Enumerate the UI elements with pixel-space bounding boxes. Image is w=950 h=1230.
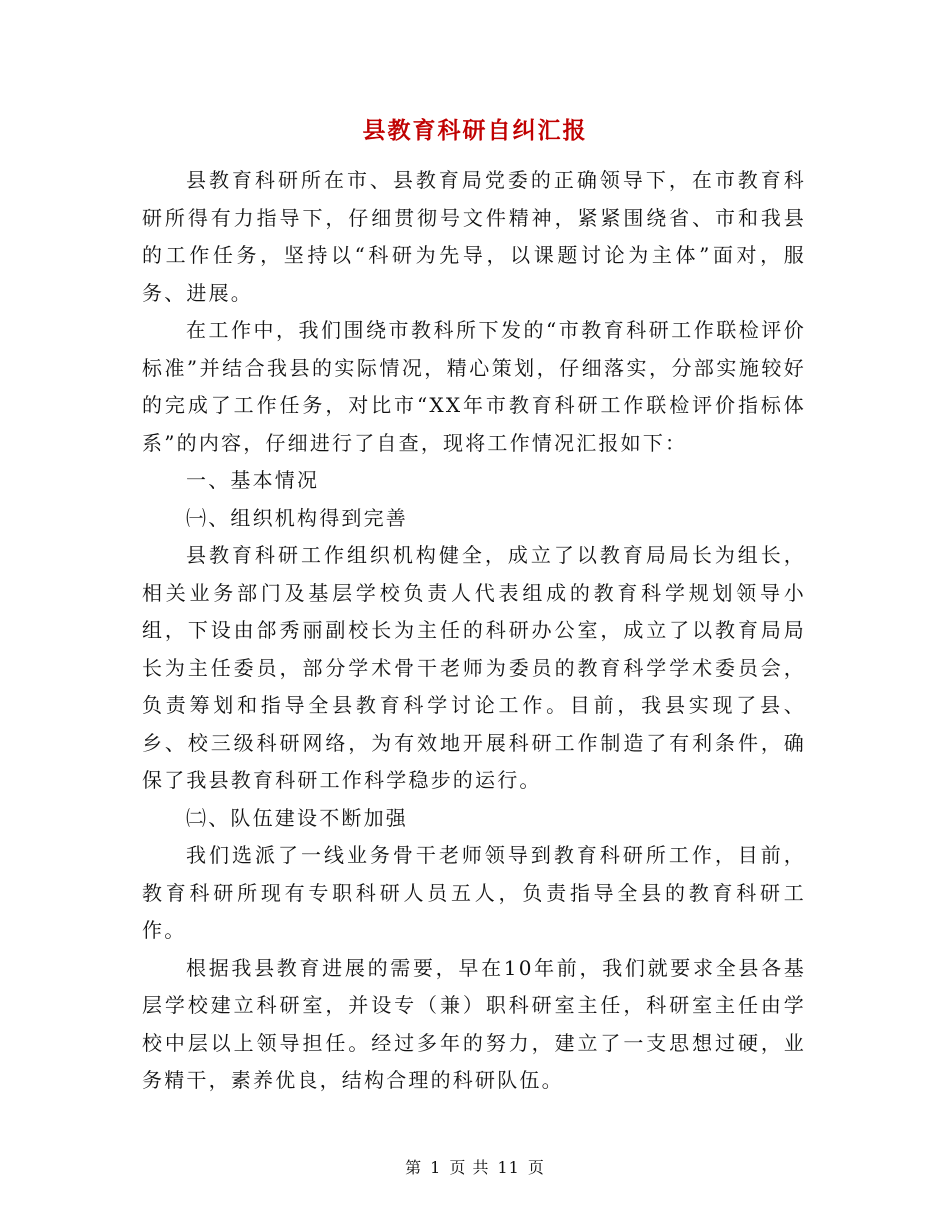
paragraph-intro: 县教育科研所在市、县教育局党委的正确领导下，在市教育科研所得有力指导下，仔细贯彻号文件精神，紧紧围绕省、市和我县的工作任务，坚持以“科研为先导，以课题讨论为主体”面对，服务、进展。: [142, 168, 806, 305]
section-heading-basic: 一、基本情况: [186, 468, 320, 492]
document-body: [142, 162, 806, 1100]
document-title: 县教育科研自纠汇报: [362, 117, 588, 144]
subheading-team: ㈡、队伍建设不断加强: [186, 805, 408, 830]
paragraph-work: 在工作中，我们围绕市教科所下发的“市教育科研工作联检评价标准”并结合我县的实际情况，精心策划，仔细落实，分部实施较好的完成了工作任务，对比市“XX年市教育科研工作联检评价指标体系”的内容，仔细进行了自查，现将工作情况汇报如下：: [142, 318, 806, 455]
subheading-organization: ㈠、组织机构得到完善: [186, 505, 408, 530]
paragraph-research-rooms: 根据我县教育进展的需要，早在10年前，我们就要求全县各基层学校建立科研室，并设专（兼）职科研室主任，科研室主任由学校中层以上领导担任。经过多年的努力，建立了一支思想过硬，业务精干，素养优良，结构合理的科研队伍。: [142, 955, 806, 1092]
footer-mid: 页 共: [449, 1158, 490, 1177]
paragraph-organization: 县教育科研工作组织机构健全，成立了以教育局局长为组长，相关业务部门及基层学校负责人代表组成的教育科学规划领导小组，下设由郃秀丽副校长为主任的科研办公室，成立了以教育局局长为主任委员，部分学术骨干老师为委员的教育科学学术委员会，负责筹划和指导全县教育科学讨论工作。目前，我县实现了县、乡、校三级科研网络，为有效地开展科研工作制造了有利条件，确保了我县教育科研工作科学稳步的运行。: [142, 543, 806, 792]
footer-prefix: 第: [405, 1158, 423, 1177]
page-footer: [0, 1155, 950, 1178]
footer-total-pages: 11: [497, 1158, 520, 1177]
paragraph-team: 我们选派了一线业务骨干老师领导到教育科研所工作，目前，教育科研所现有专职科研人员五人，负责指导全县的教育科研工作。: [142, 843, 806, 942]
footer-suffix: 页: [527, 1158, 545, 1177]
footer-page-number: 1: [430, 1158, 442, 1177]
